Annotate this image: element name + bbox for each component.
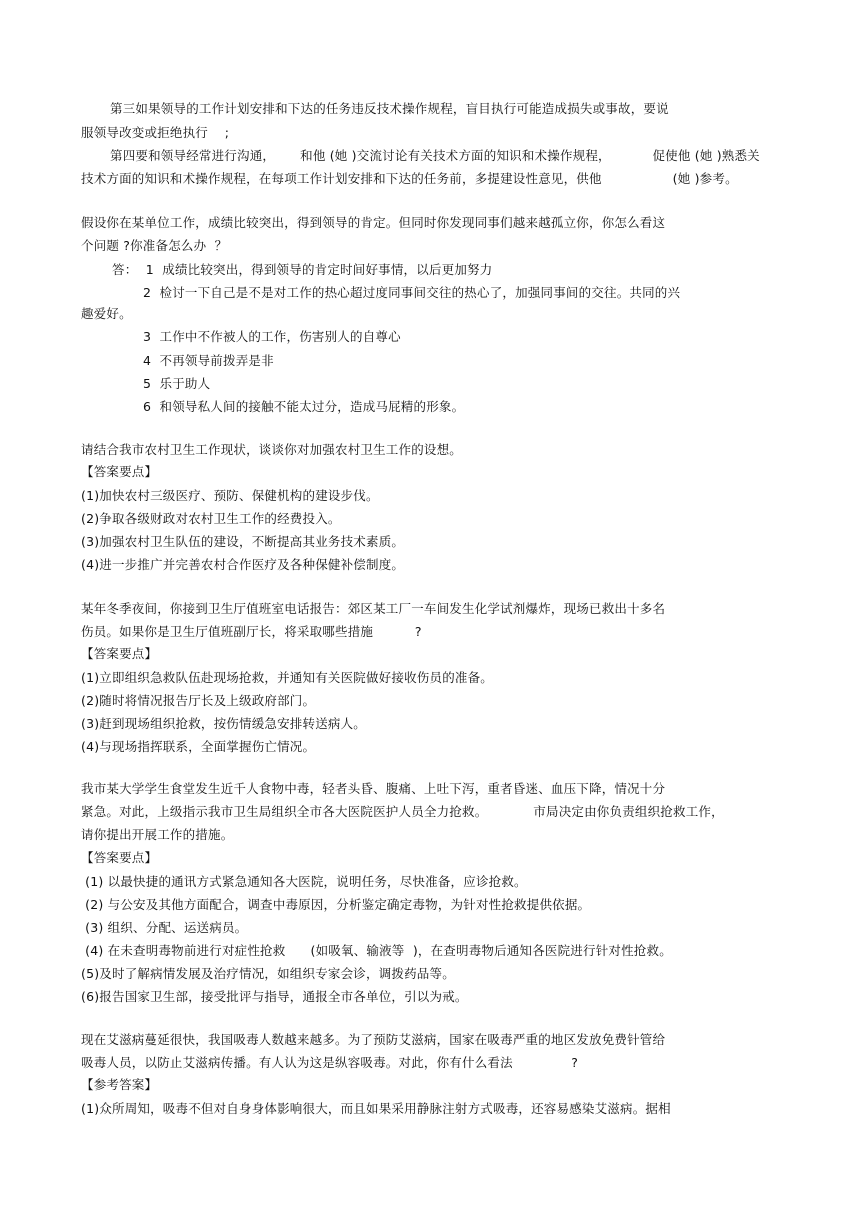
answer-point: (1)加快农村三级医疗、预防、保健机构的建设步伐。 (81, 488, 379, 503)
answer-item: 5 乐于助人 (143, 376, 211, 391)
question-text: 某年冬季夜间，你接到卫生厅值班室电话报告：郊区某工厂一车间发生化学试剂爆炸，现场已救出十多名 (81, 601, 666, 616)
question-text: 请结合我市农村卫生工作现状，谈谈你对加强农村卫生工作的设想。 (81, 442, 463, 457)
answer-point: (5)及时了解病情发展及治疗情况，如组织专家会诊，调拨药品等。 (81, 966, 455, 981)
question-text: 我市某大学学生食堂发生近千人食物中毒，轻者头昏、腹痛、上吐下泻，重者昏迷、血压下降，情况十分 (81, 781, 666, 796)
answer-label: 【答案要点】 (81, 464, 158, 479)
answer-point: (2)争取各级财政对农村卫生工作的经费投入。 (81, 511, 341, 526)
answer-point: (3) 组织、分配、运送病员。 (81, 920, 248, 935)
answer-point: (1)立即组织急救队伍赴现场抢救，并通知有关医院做好接收伤员的准备。 (81, 670, 494, 685)
paragraph-line: 技术方面的知识和术操作规程，在每项工作计划安排和下达的任务前，多提建设性意见，供他 (她 )参考。 (81, 171, 738, 186)
question-text: 假设你在某单位工作，成绩比较突出，得到领导的肯定。但同时你发现同事们越来越孤立你，你怎么看这 (81, 215, 666, 230)
question-text: 请你提出开展工作的措施。 (81, 827, 234, 842)
answer-point: (1) 以最快捷的通讯方式紧急通知各大医院，说明任务，尽快准备，应诊抢救。 (81, 874, 527, 889)
paragraph-line: 第四要和领导经常进行沟通， 和他 (她 )交流讨论有关技术方面的知识和术操作规程， 促使他 (她 )熟悉关 (110, 148, 760, 163)
answer-point: (2) 与公安及其他方面配合，调查中毒原因，分析鉴定确定毒物，为针对性抢救提供依据。 (81, 897, 591, 912)
answer-point: (4) 在未查明毒物前进行对症性抢救 (如吸氧、输液等 )，在查明毒物后通知各医院进行针对性抢救。 (81, 943, 672, 958)
paragraph-line: 服领导改变或拒绝执行 ; (81, 125, 230, 140)
question-text: 伤员。如果你是卫生厅值班副厅长，将采取哪些措施 ? (81, 624, 422, 639)
answer-item: 趣爱好。 (81, 306, 132, 321)
answer-label: 【答案要点】 (81, 646, 158, 661)
question-text: 个问题 ?你准备怎么办 ？ (81, 238, 228, 253)
question-text: 现在艾滋病蔓延很快，我国吸毒人数越来越多。为了预防艾滋病，国家在吸毒严重的地区发放免费针管给 (81, 1032, 666, 1047)
answer-item: 答： 1 成绩比较突出，得到领导的肯定时间好事情，以后更加努力 (112, 262, 493, 277)
answer-label: 【答案要点】 (81, 850, 158, 865)
answer-point: (2)随时将情况报告厅长及上级政府部门。 (81, 693, 316, 708)
answer-item: 6 和领导私人间的接触不能太过分，造成马屁精的形象。 (143, 399, 465, 414)
answer-point: (3)加强农村卫生队伍的建设，不断提高其业务技术素质。 (81, 534, 405, 549)
answer-item: 4 不再领导前拨弄是非 (143, 353, 274, 368)
answer-point: (3)赶到现场组织抢救，按伤情缓急安排转送病人。 (81, 716, 367, 731)
answer-point: (1)众所周知，吸毒不但对自身身体影响很大，而且如果采用静脉注射方式吸毒，还容易感染艾滋病。据相 (81, 1101, 671, 1116)
answer-point: (4)进一步推广并完善农村合作医疗及各种保健补偿制度。 (81, 557, 405, 572)
paragraph-line: 第三如果领导的工作计划安排和下达的任务违反技术操作规程，盲目执行可能造成损失或事故，要说 (110, 101, 669, 116)
answer-item: 2 检讨一下自己是不是对工作的热心超过度同事间交往的热心了，加强同事间的交往。共同的兴 (143, 285, 681, 300)
answer-point: (6)报告国家卫生部，接受批评与指导，通报全市各单位，引以为戒。 (81, 989, 468, 1004)
question-text: 紧急。对此，上级指示我市卫生局组织全市各大医院医护人员全力抢救。 市局决定由你负责组织抢救工作， (81, 804, 724, 819)
answer-item: 3 工作中不作被人的工作，伤害别人的自尊心 (143, 329, 401, 344)
answer-label: 【参考答案】 (81, 1077, 158, 1092)
question-text: 吸毒人员，以防止艾滋病传播。有人认为这是纵容吸毒。对此，你有什么看法 ? (81, 1055, 579, 1070)
answer-point: (4)与现场指挥联系，全面掌握伤亡情况。 (81, 739, 316, 754)
